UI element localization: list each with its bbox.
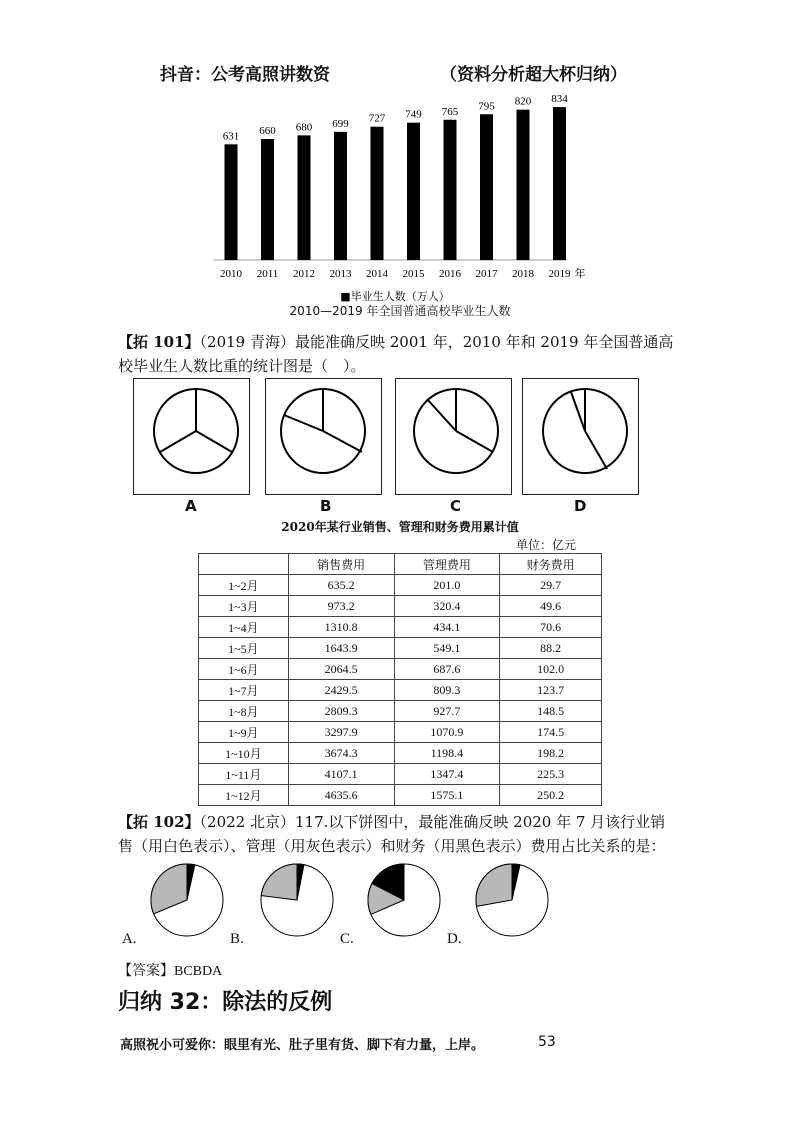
option-a-label: A — [185, 497, 197, 515]
table-title: 2020年某行业销售、管理和财务费用累计值 — [281, 520, 519, 534]
header-cell: 管理费用 — [394, 554, 500, 575]
value-cell: 434.1 — [394, 617, 500, 638]
row-label-cell: 1~11月 — [199, 764, 289, 785]
option-d-label: D — [574, 497, 587, 515]
value-cell: 3674.3 — [288, 743, 394, 764]
value-cell: 1198.4 — [394, 743, 500, 764]
value-cell: 198.2 — [500, 743, 602, 764]
x-tick-label: 2018 — [512, 268, 534, 280]
bar-value-label: 680 — [295, 121, 313, 134]
bar-value-label: 834 — [551, 93, 568, 106]
question-101-tag: 【拓 101】 — [118, 333, 200, 351]
value-cell: 49.6 — [500, 596, 602, 617]
value-cell: 320.4 — [394, 596, 500, 617]
bar-2013 — [334, 132, 347, 260]
q102-option-c-label: C. — [340, 931, 354, 947]
bar-value-label: 631 — [222, 130, 240, 143]
bar-2012 — [298, 135, 311, 260]
expense-table — [198, 553, 602, 806]
value-cell: 70.6 — [500, 617, 602, 638]
row-label-cell: 1~4月 — [199, 617, 289, 638]
chart-legend: ■毕业生人数（万人） — [340, 290, 450, 303]
option-b-label: B — [320, 497, 332, 515]
value-cell: 88.2 — [500, 638, 602, 659]
bar-value-label: 795 — [478, 100, 495, 113]
row-label-cell: 1~9月 — [199, 722, 289, 743]
table-row — [199, 722, 602, 743]
q102-option-b-label: B. — [230, 931, 244, 947]
value-cell: 2429.5 — [288, 680, 394, 701]
table-row — [199, 638, 602, 659]
pie-option-c — [396, 379, 511, 494]
bar-value-label: 660 — [259, 125, 276, 137]
bar-2016 — [444, 120, 457, 260]
question-102-text: （2022 北京）117.以下饼图中，最能准确反映 2020 年 7 月该行业销售（用白色表示）、管理（用灰色表示）和财务（用黑色表示）费用占比关系的是： — [118, 813, 666, 855]
pie-option-a — [134, 379, 249, 494]
value-cell: 1070.9 — [394, 722, 500, 743]
row-label-cell: 1~6月 — [199, 659, 289, 680]
value-cell: 201.0 — [394, 575, 500, 596]
value-cell: 148.5 — [500, 701, 602, 722]
bar-chart — [195, 88, 605, 320]
option-b-box[interactable] — [265, 378, 382, 495]
row-label-cell: 1~3月 — [199, 596, 289, 617]
bar-2011 — [261, 139, 274, 260]
row-label-cell: 1~12月 — [199, 785, 289, 806]
value-cell: 1643.9 — [288, 638, 394, 659]
row-label-cell: 1~2月 — [199, 575, 289, 596]
table-row — [199, 785, 602, 806]
x-axis-unit: 年 — [574, 268, 586, 280]
value-cell: 225.3 — [500, 764, 602, 785]
x-tick-label: 2010 — [220, 268, 242, 280]
pie-102-b[interactable] — [255, 862, 345, 942]
bar-value-label: 727 — [368, 112, 386, 125]
value-cell: 2064.5 — [288, 659, 394, 680]
value-cell: 1347.4 — [394, 764, 500, 785]
value-cell: 1310.8 — [288, 617, 394, 638]
bar-value-label: 699 — [332, 117, 349, 130]
value-cell: 174.5 — [500, 722, 602, 743]
table-unit: 单位：亿元 — [516, 538, 577, 552]
value-cell: 3297.9 — [288, 722, 394, 743]
pie-102-c[interactable] — [362, 862, 452, 942]
x-tick-label: 2017 — [475, 268, 498, 280]
row-label-cell: 1~10月 — [199, 743, 289, 764]
question-102 — [118, 810, 678, 858]
answer-text: 【答案】BCBDA — [118, 964, 223, 979]
bar-value-label: 765 — [441, 105, 459, 118]
header-cell: 销售费用 — [288, 554, 394, 575]
row-label-cell: 1~7月 — [199, 680, 289, 701]
x-tick-label: 2013 — [329, 268, 352, 280]
table-row — [199, 701, 602, 722]
value-cell: 635.2 — [288, 575, 394, 596]
q102-option-d-label: D. — [447, 931, 462, 947]
table-row — [199, 617, 602, 638]
table-row — [199, 743, 602, 764]
option-c-label: C — [450, 497, 462, 515]
bar-2018 — [517, 110, 530, 260]
header-cell — [199, 554, 289, 575]
bar-value-label: 749 — [405, 108, 422, 121]
bar-value-label: 820 — [514, 95, 532, 108]
value-cell: 1575.1 — [394, 785, 500, 806]
value-cell: 4635.6 — [288, 785, 394, 806]
footer-motto: 高照祝小可爱你：眼里有光、肚子里有货、脚下有力量，上岸。 — [120, 1038, 485, 1053]
table-row — [199, 680, 602, 701]
x-tick-label: 2019 — [548, 268, 571, 280]
x-tick-label: 2015 — [402, 268, 425, 280]
value-cell: 250.2 — [500, 785, 602, 806]
header-right: （资料分析超大杯归纳） — [440, 65, 627, 85]
question-101 — [118, 330, 678, 378]
value-cell: 973.2 — [288, 596, 394, 617]
bar-2010 — [225, 144, 238, 260]
header-cell: 财务费用 — [500, 554, 602, 575]
table-row — [199, 596, 602, 617]
table-row — [199, 764, 602, 785]
row-label-cell: 1~5月 — [199, 638, 289, 659]
value-cell: 4107.1 — [288, 764, 394, 785]
question-101-text: （2019 青海）最能准确反映 2001 年，2010 年和 2019 年全国普通高校毕业生人数比重的统计图是（ ）。 — [118, 333, 674, 375]
pie-option-d — [523, 379, 638, 494]
table-row — [199, 659, 602, 680]
value-cell: 2809.3 — [288, 701, 394, 722]
value-cell: 687.6 — [394, 659, 500, 680]
option-c-box[interactable] — [395, 378, 512, 495]
page-number: 53 — [538, 1034, 556, 1050]
x-tick-label: 2014 — [366, 268, 388, 280]
pie-102-d[interactable] — [470, 862, 560, 942]
x-tick-label: 2011 — [256, 268, 279, 280]
bar-2019 — [553, 107, 566, 260]
pie-102-a[interactable] — [145, 862, 235, 942]
bar-2014 — [371, 127, 384, 260]
value-cell: 927.7 — [394, 701, 500, 722]
option-a-box[interactable] — [133, 378, 250, 495]
value-cell: 549.1 — [394, 638, 500, 659]
question-102-tag: 【拓 102】 — [118, 813, 200, 831]
bar-2017 — [480, 114, 493, 260]
value-cell: 123.7 — [500, 680, 602, 701]
chart-title: 2010—2019 年全国普通高校毕业生人数 — [289, 304, 511, 318]
value-cell: 102.0 — [500, 659, 602, 680]
table-header-row — [199, 554, 602, 575]
value-cell: 809.3 — [394, 680, 500, 701]
x-tick-label: 2012 — [293, 268, 315, 280]
value-cell: 29.7 — [500, 575, 602, 596]
table-row — [199, 575, 602, 596]
pie-option-b — [266, 379, 381, 494]
section-title: 归纳 32：除法的反例 — [118, 990, 333, 1015]
header-left: 抖音：公考高照讲数资 — [160, 65, 330, 85]
x-tick-label: 2016 — [439, 268, 461, 280]
q102-option-a-label: A. — [122, 931, 137, 947]
row-label-cell: 1~8月 — [199, 701, 289, 722]
option-d-box[interactable] — [522, 378, 639, 495]
bar-2015 — [407, 123, 420, 260]
